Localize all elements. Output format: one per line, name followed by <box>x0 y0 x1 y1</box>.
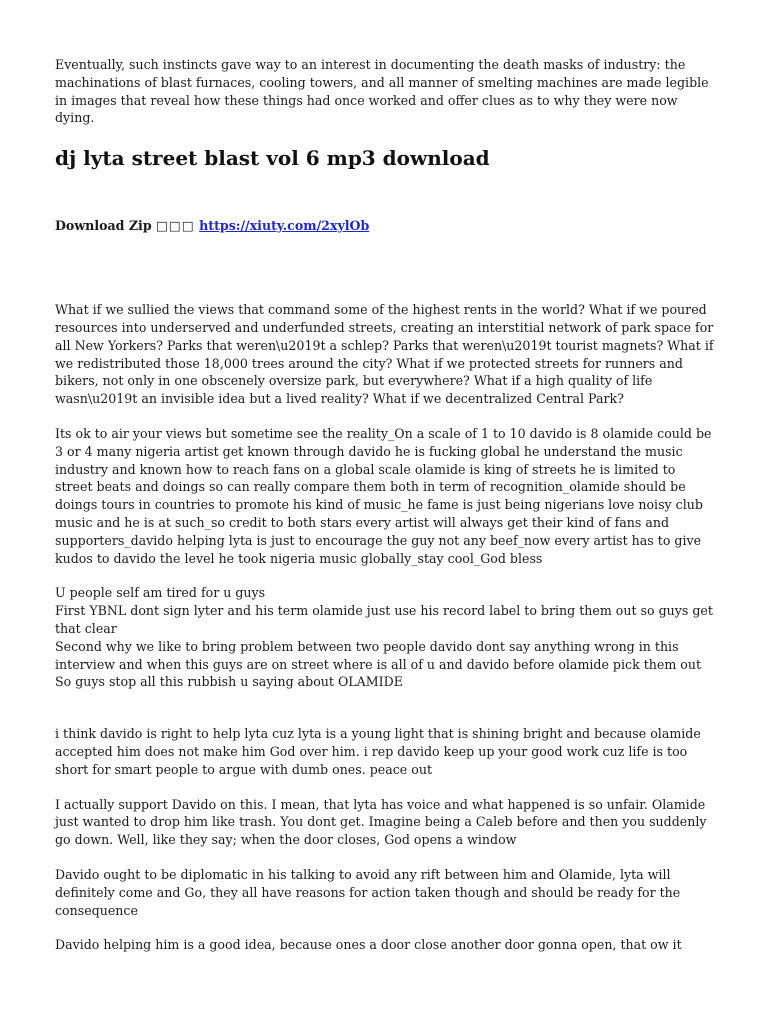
body-paragraph-5: I actually support Davido on this. I mean, that lyta has voice and what happened is so unfair. Olamide just wanted to drop him like trash. You dont get. Imagine being a Caleb before and then you suddenly go down. Well, like they say; when the door closes, God opens a window <box>55 796 707 848</box>
intro-paragraph: Eventually, such instincts gave way to an interest in documenting the death masks of industry: the machinations of blast furnaces, cooling towers, and all manner of smelting machines are made legible in images that reveal how these things had once worked and offer clues as to why they were now dying. <box>55 57 709 126</box>
body-paragraph-1: What if we sullied the views that command some of the highest rents in the world? What if we poured resources into underserved and underfunded streets, creating an interstitial network of park space for all New Yorkers? Parks that weren\u2019t a schlep? Parks that weren\u2019t tourist magnets? What if we redistributed those 18,000 trees around the city? What if we protected streets for runners and bikers, not only in one obscenely oversize park, but everywhere? What if a high quality of life wasn\u2019t an invisible idea but a lived reality? What if we decentralized Central Park? <box>55 302 714 407</box>
page-title: dj lyta street blast vol 6 mp3 download <box>55 146 490 171</box>
comment-line: First YBNL dont sign lyter and his term olamide just use his record label to bring them out so guys get that clear <box>55 603 713 636</box>
body-paragraph-4: i think davido is right to help lyta cuz lyta is a young light that is shining bright and because olamide accepted him does not make him God over him. i rep davido keep up your good work cuz life is too short for smart people to argue with dumb ones. peace out <box>55 726 701 777</box>
body-paragraph-2: Its ok to air your views but sometime see the reality_On a scale of 1 to 10 davido is 8 olamide could be 3 or 4 many nigeria artist get known through davido he is fucking global he understand the music industry and known how to reach fans on a global scale olamide is king of streets he is limited to street beats and doings so can really compare them both in term of recognition_olamide should be doings tours in countries to promote his kind of music_he fame is just being nigerians love noisy club music and he is at such_so credit to both stars every artist will always get their kind of fans and supporters_davido helping lyta is just to encourage the guy not any beef_now every artist has to give kudos to davido the level he took nigeria music globally_stay cool_God bless <box>55 425 712 566</box>
download-label: Download Zip <box>55 218 152 234</box>
document-page <box>55 56 715 971</box>
download-glyphs: □□□ <box>156 218 195 234</box>
comment-line: So guys stop all this rubbish u saying about OLAMIDE <box>55 674 403 690</box>
body-paragraph-7: Davido helping him is a good idea, because ones a door close another door gonna open, that ow it <box>55 937 682 953</box>
body-paragraph-3 <box>55 584 715 691</box>
comment-line: U people self am tired for u guys <box>55 585 266 601</box>
download-link[interactable]: https://xiuty.com/2xylOb <box>199 218 370 234</box>
comment-line: Second why we like to bring problem between two people davido dont say anything wrong in this interview and when this guys are on street where is all of u and davido before olamide pick them out <box>55 638 702 672</box>
download-line <box>55 217 715 235</box>
body-paragraph-6: Davido ought to be diplomatic in his talking to avoid any rift between him and Olamide, lyta will definitely come and Go, they all have reasons for action taken though and should be ready for the consequence <box>55 866 681 918</box>
